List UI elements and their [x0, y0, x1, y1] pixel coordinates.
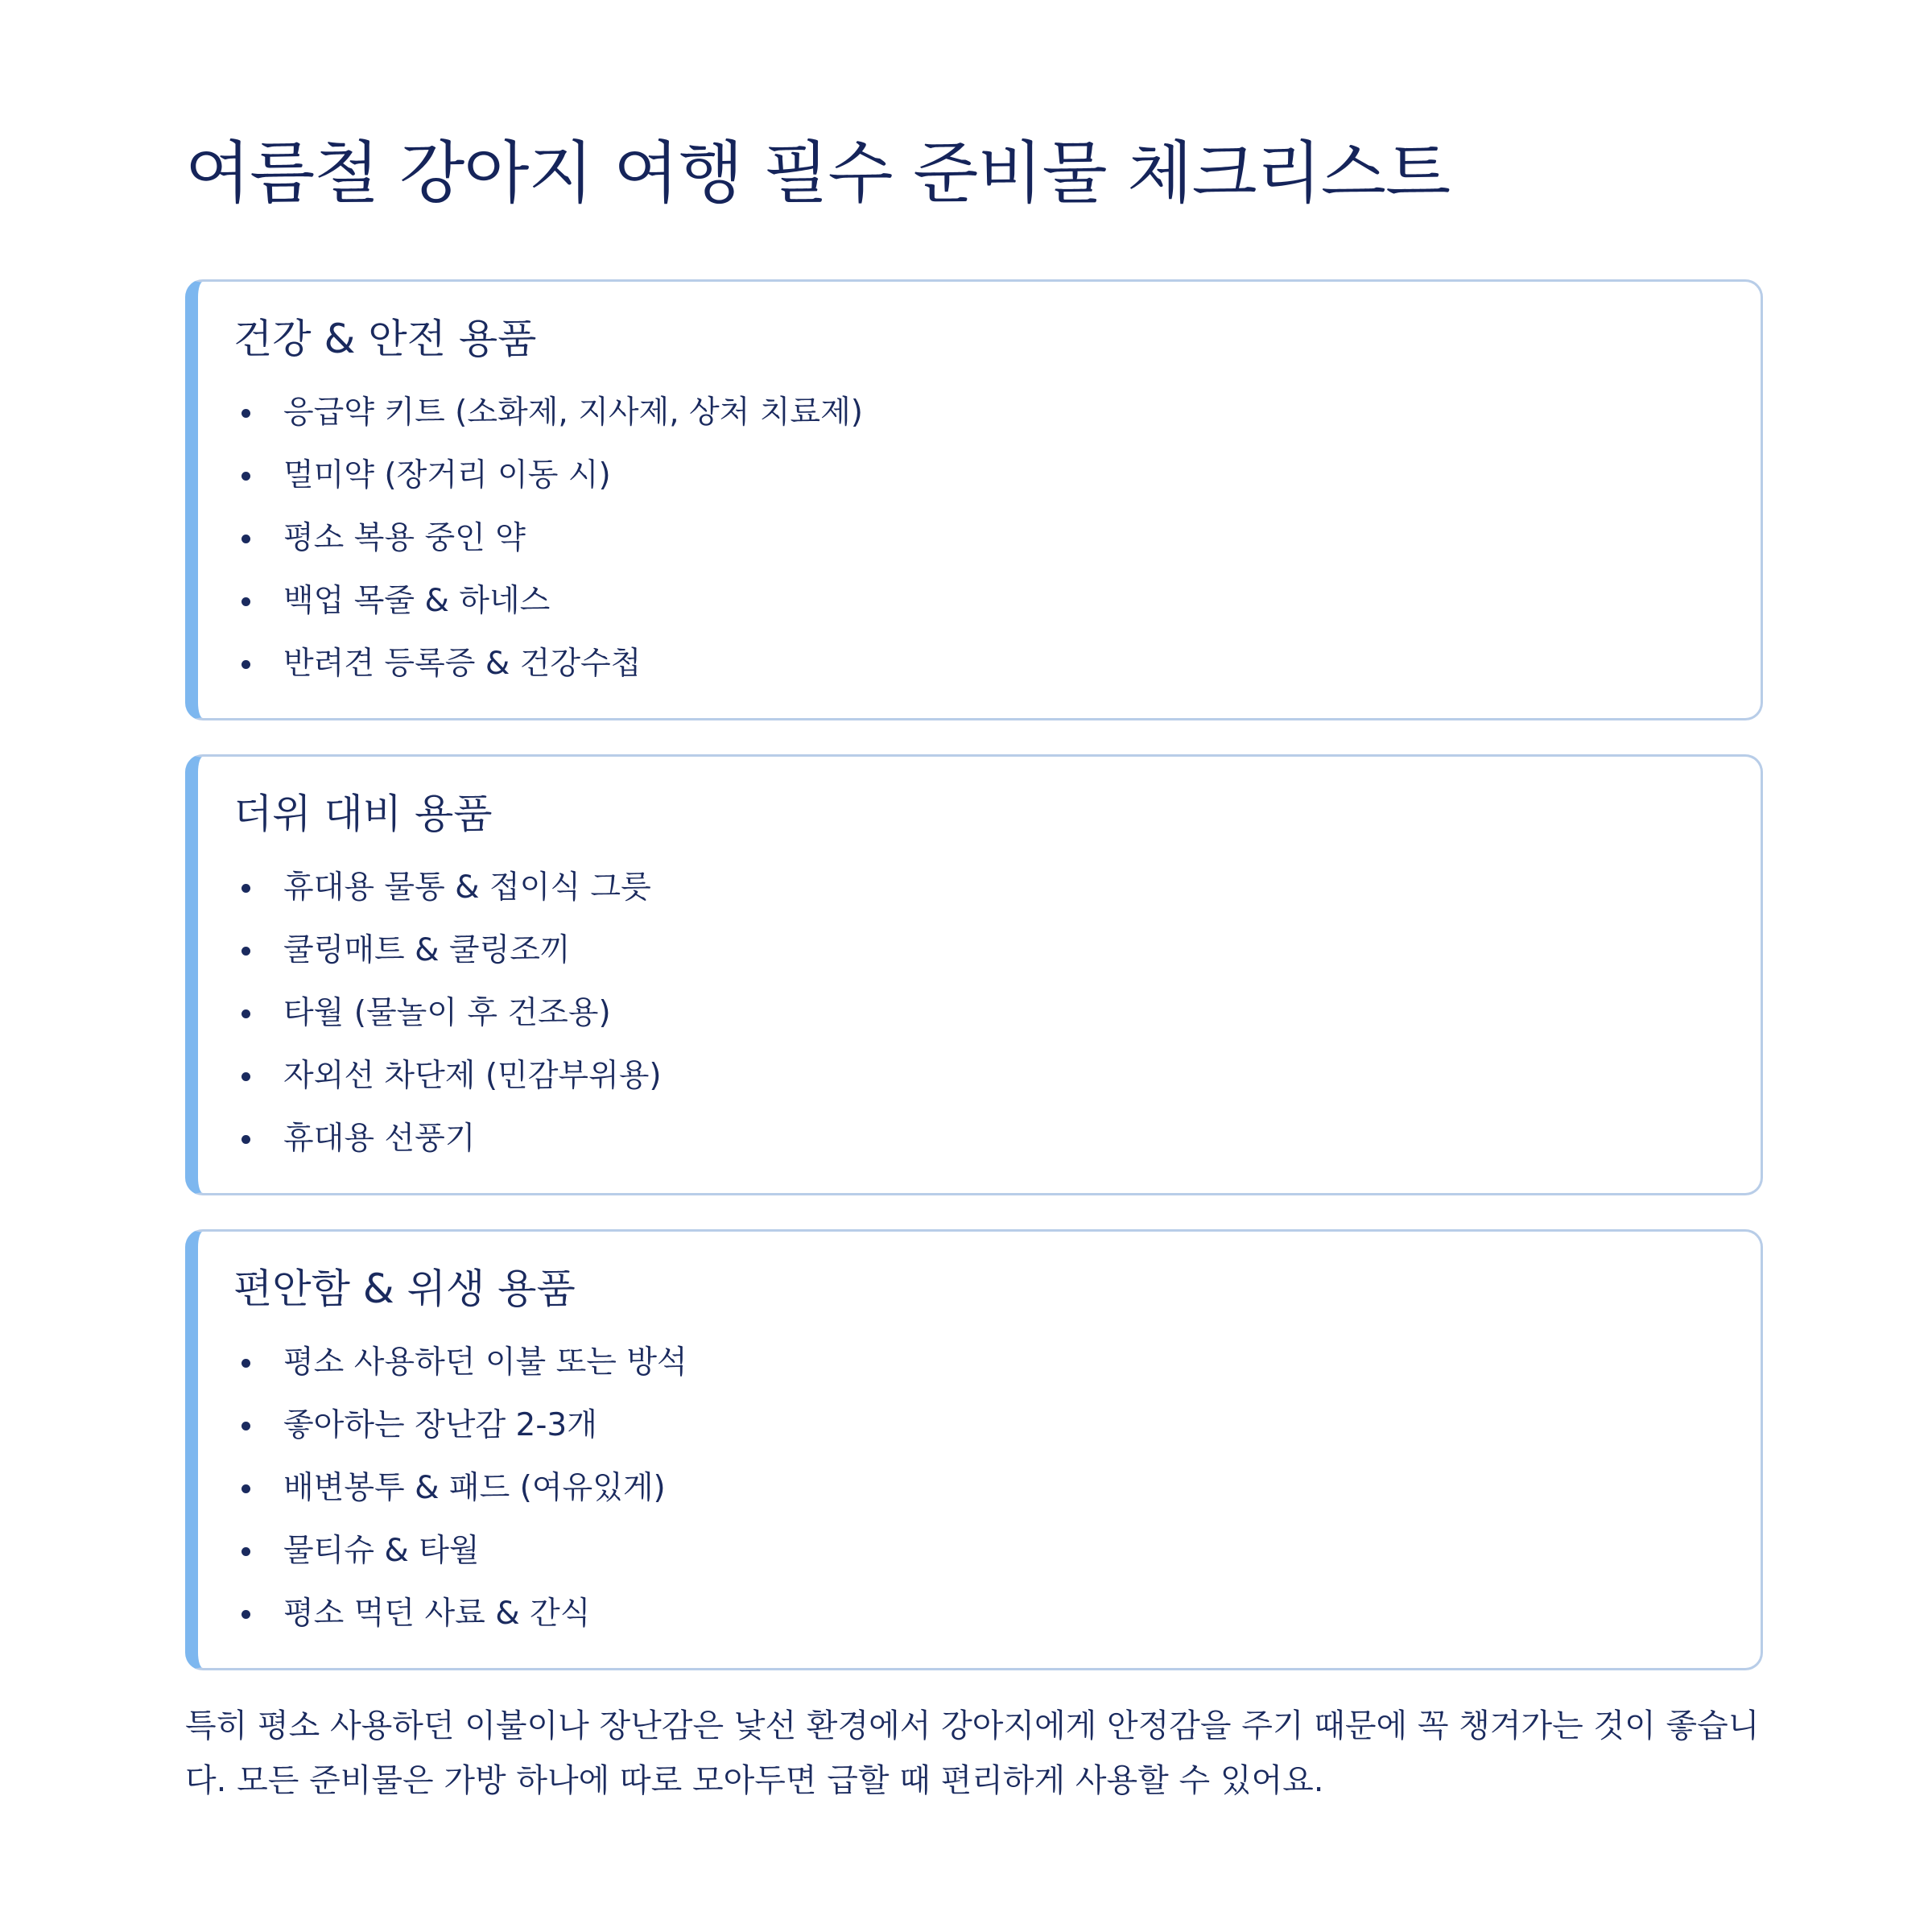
list-item-text: 자외선 차단제 (민감부위용) [283, 1058, 662, 1094]
section-heading: 더위 대비 용품 [233, 791, 493, 837]
list-item [233, 1394, 687, 1457]
bullet-icon [242, 409, 250, 418]
section-heading: 건강 & 안전 용품 [233, 316, 537, 362]
bullet-icon [242, 1135, 250, 1144]
list-item-text: 좋아하는 장난감 2-3개 [283, 1407, 597, 1443]
list-item [233, 982, 662, 1045]
bullet-icon [242, 660, 250, 669]
section-card-health-safety [185, 279, 1763, 720]
list-item [233, 1583, 687, 1645]
section-card-heat [185, 754, 1763, 1195]
checklist [233, 857, 662, 1170]
bullet-icon [242, 1484, 250, 1493]
list-item [233, 444, 863, 507]
section-heading: 편안함 & 위생 용품 [233, 1265, 576, 1312]
section-card-comfort-hygiene [185, 1229, 1763, 1670]
list-item-text: 휴대용 선풍기 [283, 1121, 476, 1157]
bullet-icon [242, 1610, 250, 1619]
list-item [233, 1108, 662, 1170]
bullet-icon [242, 1422, 250, 1430]
list-item [233, 1331, 687, 1394]
bullet-icon [242, 1359, 250, 1368]
list-item-text: 배변봉투 & 패드 (여유있게) [283, 1470, 666, 1506]
checklist-page [185, 129, 1763, 1799]
bullet-icon [242, 947, 250, 956]
bullet-icon [242, 884, 250, 893]
list-item [233, 1045, 662, 1108]
list-item-text: 물티슈 & 타월 [283, 1533, 480, 1569]
list-item-text: 휴대용 물통 & 접이식 그릇 [283, 869, 651, 906]
list-item [233, 570, 863, 633]
list-item-text: 멀미약 (장거리 이동 시) [283, 457, 611, 493]
footer-note: 특히 평소 사용하던 이불이나 장난감은 낯선 환경에서 강아지에게 안정감을 주기 때문에 꼭 챙겨가는 것이 좋습니다. 모든 준비물은 가방 하나에 따로 모아두면 급할 때 편리하게 사용할 수 있어요. [185, 1707, 1760, 1799]
checklist [233, 1331, 687, 1645]
page-title: 여름철 강아지 여행 필수 준비물 체크리스트 [185, 134, 1451, 213]
bullet-icon [242, 1009, 250, 1018]
list-item [233, 1520, 687, 1583]
bullet-icon [242, 1547, 250, 1556]
list-item [233, 633, 863, 696]
list-item-text: 타월 (물놀이 후 건조용) [283, 995, 611, 1031]
list-item-text: 평소 사용하던 이불 또는 방석 [283, 1344, 687, 1381]
bullet-icon [242, 472, 250, 481]
checklist [233, 382, 863, 696]
list-item [233, 1457, 687, 1520]
list-item-text: 반려견 등록증 & 건강수첩 [283, 646, 642, 682]
list-item-text: 응급약 키트 (소화제, 지사제, 상처 치료제) [283, 394, 863, 431]
list-item [233, 919, 662, 982]
list-item [233, 382, 863, 444]
list-item-text: 쿨링매트 & 쿨링조끼 [283, 932, 571, 968]
list-item-text: 평소 먹던 사료 & 간식 [283, 1596, 591, 1632]
list-item [233, 507, 863, 570]
list-item [233, 857, 662, 919]
bullet-icon [242, 535, 250, 543]
bullet-icon [242, 597, 250, 606]
bullet-icon [242, 1072, 250, 1081]
list-item-text: 백업 목줄 & 하네스 [283, 583, 551, 619]
list-item-text: 평소 복용 중인 약 [283, 520, 526, 556]
